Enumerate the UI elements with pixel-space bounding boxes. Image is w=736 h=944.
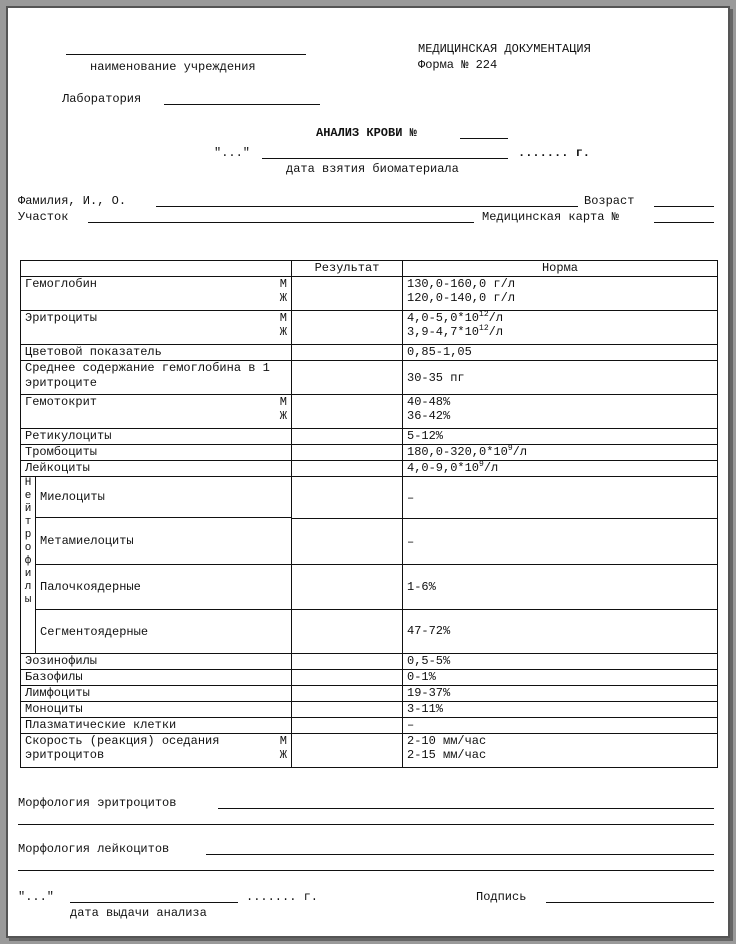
table-row: Эритроциты М Ж $4,0-5,0*10^{12}/л$ $3,9-4,7*10^{12}/л$ xyxy=(21,311,718,345)
card-label: Медицинская карта № xyxy=(482,210,619,224)
table-row: Лимфоциты 19-37% xyxy=(21,686,718,702)
title: АНАЛИЗ КРОВИ № xyxy=(316,126,417,140)
blood-test-table xyxy=(20,260,718,768)
result-cell[interactable] xyxy=(292,519,403,565)
result-cell[interactable] xyxy=(292,686,403,702)
header-norm: Норма xyxy=(403,261,718,277)
result-cell[interactable] xyxy=(292,445,403,461)
table-row: Плазматические клетки – xyxy=(21,718,718,734)
wbc-morphology-field-2[interactable] xyxy=(18,870,714,871)
rbc-morphology-field-2[interactable] xyxy=(18,824,714,825)
section-field[interactable] xyxy=(88,222,474,223)
table-row: Базофилы 0-1% xyxy=(21,670,718,686)
table-row: – xyxy=(21,519,718,565)
result-cell[interactable] xyxy=(292,565,403,609)
lab-label: Лаборатория xyxy=(62,92,142,106)
result-cell[interactable] xyxy=(292,395,403,429)
rbc-morphology-field[interactable] xyxy=(218,808,714,809)
result-cell[interactable] xyxy=(292,311,403,345)
analysis-number-field[interactable] xyxy=(460,138,508,139)
result-cell[interactable] xyxy=(292,718,403,734)
result-cell[interactable] xyxy=(292,477,403,519)
table-row: Н е й т р о ф и л ы Миелоциты Метамиелоциты Палочкоядерные Сегментоядерные – xyxy=(21,477,718,519)
age-label: Возраст xyxy=(584,194,635,208)
fio-field[interactable] xyxy=(156,206,578,207)
result-cell[interactable] xyxy=(292,609,403,653)
result-cell[interactable] xyxy=(292,702,403,718)
date-caption: дата взятия биоматериала xyxy=(286,162,459,176)
form-page xyxy=(6,6,730,938)
wbc-morphology-field[interactable] xyxy=(206,854,714,855)
table-row: Моноциты 3-11% xyxy=(21,702,718,718)
date-quote: "..." xyxy=(214,146,251,160)
result-cell[interactable] xyxy=(292,461,403,477)
signature-field[interactable] xyxy=(546,902,714,903)
table-row: Скорость (реакция) оседания эритроцитов М Ж 2-10 мм/час 2-15 мм/час xyxy=(21,734,718,768)
result-cell[interactable] xyxy=(292,361,403,395)
doc-type: МЕДИЦИНСКАЯ ДОКУМЕНТАЦИЯ xyxy=(418,42,591,56)
rbc-morphology-label: Морфология эритроцитов xyxy=(18,796,177,810)
result-cell[interactable] xyxy=(292,734,403,768)
header-result: Результат xyxy=(292,261,403,277)
age-field[interactable] xyxy=(654,206,714,207)
neutrophils-vertical-label: Н е й т р о ф и л ы xyxy=(21,477,36,653)
table-row: Среднее содержание гемоглобина в 1 эритроците 30-35 пг xyxy=(21,361,718,395)
table-row: Цветовой показатель 0,85-1,05 xyxy=(21,345,718,361)
result-cell[interactable] xyxy=(292,277,403,311)
table-row: Эозинофилы 0,5-5% xyxy=(21,654,718,670)
section-label: Участок xyxy=(18,210,69,224)
table-row: 1-6% xyxy=(21,565,718,609)
table-row: 47-72% xyxy=(21,609,718,653)
signature-label: Подпись xyxy=(476,890,527,904)
result-cell[interactable] xyxy=(292,429,403,445)
card-field[interactable] xyxy=(654,222,714,223)
issue-date-month-field[interactable] xyxy=(70,902,238,903)
table-row: Лейкоциты $4,0-9,0*10^9/л$ xyxy=(21,461,718,477)
table-row: Гемоглобин М Ж 130,0-160,0 г/л 120,0-140,0 г/л xyxy=(21,277,718,311)
issue-date-quote: "..." xyxy=(18,890,55,904)
table-row: Тромбоциты $180,0-320,0*10^9/л$ xyxy=(21,445,718,461)
institution-line[interactable] xyxy=(66,54,306,55)
table-row: Ретикулоциты 5-12% xyxy=(21,429,718,445)
issue-date-year: ....... г. xyxy=(246,890,319,904)
lab-field[interactable] xyxy=(164,104,320,105)
fio-label: Фамилия, И., О. xyxy=(18,194,127,208)
institution-caption: наименование учреждения xyxy=(90,60,256,74)
table-row: Гемотокрит М Ж 40-48% 36-42% xyxy=(21,395,718,429)
wbc-morphology-label: Морфология лейкоцитов xyxy=(18,842,170,856)
result-cell[interactable] xyxy=(292,345,403,361)
date-month-field[interactable] xyxy=(262,158,508,159)
result-cell[interactable] xyxy=(292,654,403,670)
form-number: Форма № 224 xyxy=(418,58,498,72)
row-label: Гемоглобин xyxy=(25,277,98,291)
result-cell[interactable] xyxy=(292,670,403,686)
date-year: ....... г. xyxy=(518,146,591,160)
issue-date-caption: дата выдачи анализа xyxy=(70,906,207,920)
